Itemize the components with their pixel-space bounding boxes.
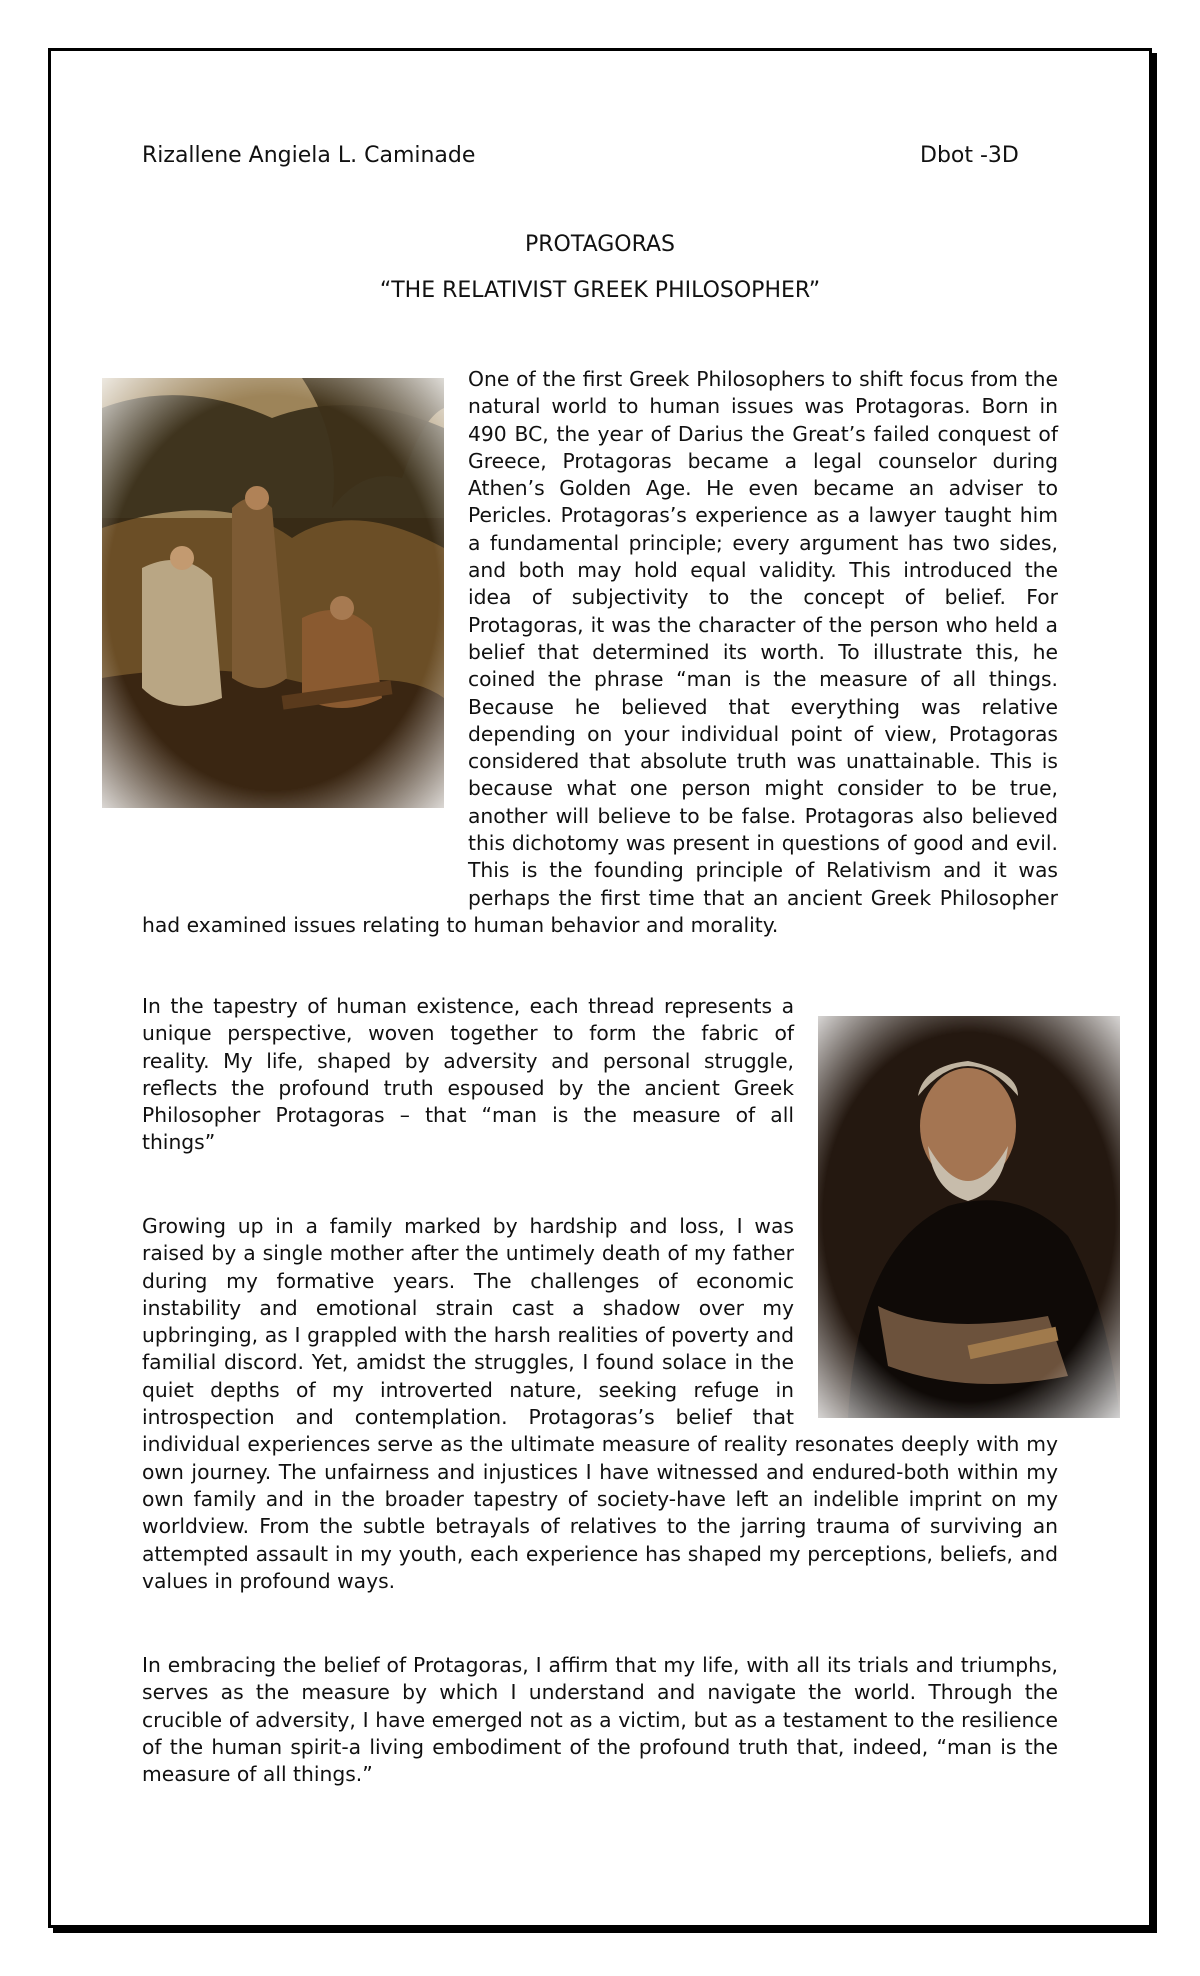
painting-wrap-right-continued [794,1213,1058,1431]
paragraph-growing-up-text: Growing up in a family marked by hardship and loss, I was raised by a single mother after the untimely death of my father during my formative years. The challenges of economic instability and emotional strain cast a shadow over my upbringing, as I grappled with the harsh realities of poverty and familial discord. Yet, amidst the struggles, I found solace in the quiet depths of my introverted nature, seeking refuge in introspection and contemplation. Protagoras’s belief that individual experiences serve as the ultimate measure of reality resonates deeply with my own journey. The unfairness and injustices I have witnessed and endured-both within my own family and in the broader tapestry of society-have left an indelible imprint on my worldview. From the subtle betrayals of relatives to the jarring trauma of surviving an attempted assault in my youth, each experience has shaped my perceptions, beliefs, and values in profound ways. [142,1214,1058,1593]
section-label: Dbot -3D [920,143,1019,168]
paragraph-intro-text: One of the first Greek Philosophers to shift focus from the natural world to human issues was Protagoras. Born in 490 BC, the year of Darius the Great’s failed conquest of Greece, Protagoras became a legal counselor during Athen’s Golden Age. He even became an adviser to Pericles. Protagoras’s experience as a lawyer taught him a fundamental principle; every argument has two sides, and both may hold equal validity. This introduced the idea of subjectivity to the concept of belief. For Protagoras, it was the character of the person who held a belief that determined its worth. To illustrate this, he coined the phrase “man is the measure of all things. Because he believed that everything was relative depending on your individual point of view, Protagoras considered that absolute truth was unattainable. This is because what one person might consider to be true, another will believe to be false. Protagoras also believed this dichotomy was present in questions of good and evil. This is the founding principle of Relativism and it was perhaps the first time that an ancient Greek Philosopher had examined issues relating to human behavior and morality. [142,367,1058,937]
author-name: Rizallene Angiela L. Caminade [142,143,476,168]
paragraph-tapestry-text: In the tapestry of human existence, each thread represents a unique perspective, woven together to form the fabric of reality. My life, shaped by adversity and personal struggle, reflects the profound truth espoused by the ancient Greek Philosopher Protagoras – that “man is the measure of all things” [142,994,794,1155]
paragraph-conclusion-text: In embracing the belief of Protagoras, I affirm that my life, with all its trials and triumphs, serves as the measure by which I understand and navigate the world. Through the crucible of adversity, I have emerged not as a victim, but as a testament to the resilience of the human spirit-a living embodiment of the profound truth that, indeed, “man is the measure of all things.” [142,1653,1058,1787]
painting-wrap-left [142,366,468,911]
document-title: PROTAGORAS [524,232,676,257]
page-border [48,48,1152,1928]
paragraph-conclusion [142,1652,1058,1788]
paragraph-intro [142,366,1058,939]
paragraph-growing-up [142,1213,1058,1595]
document-subtitle: “THE RELATIVIST GREEK PHILOSOPHER” [379,278,821,303]
